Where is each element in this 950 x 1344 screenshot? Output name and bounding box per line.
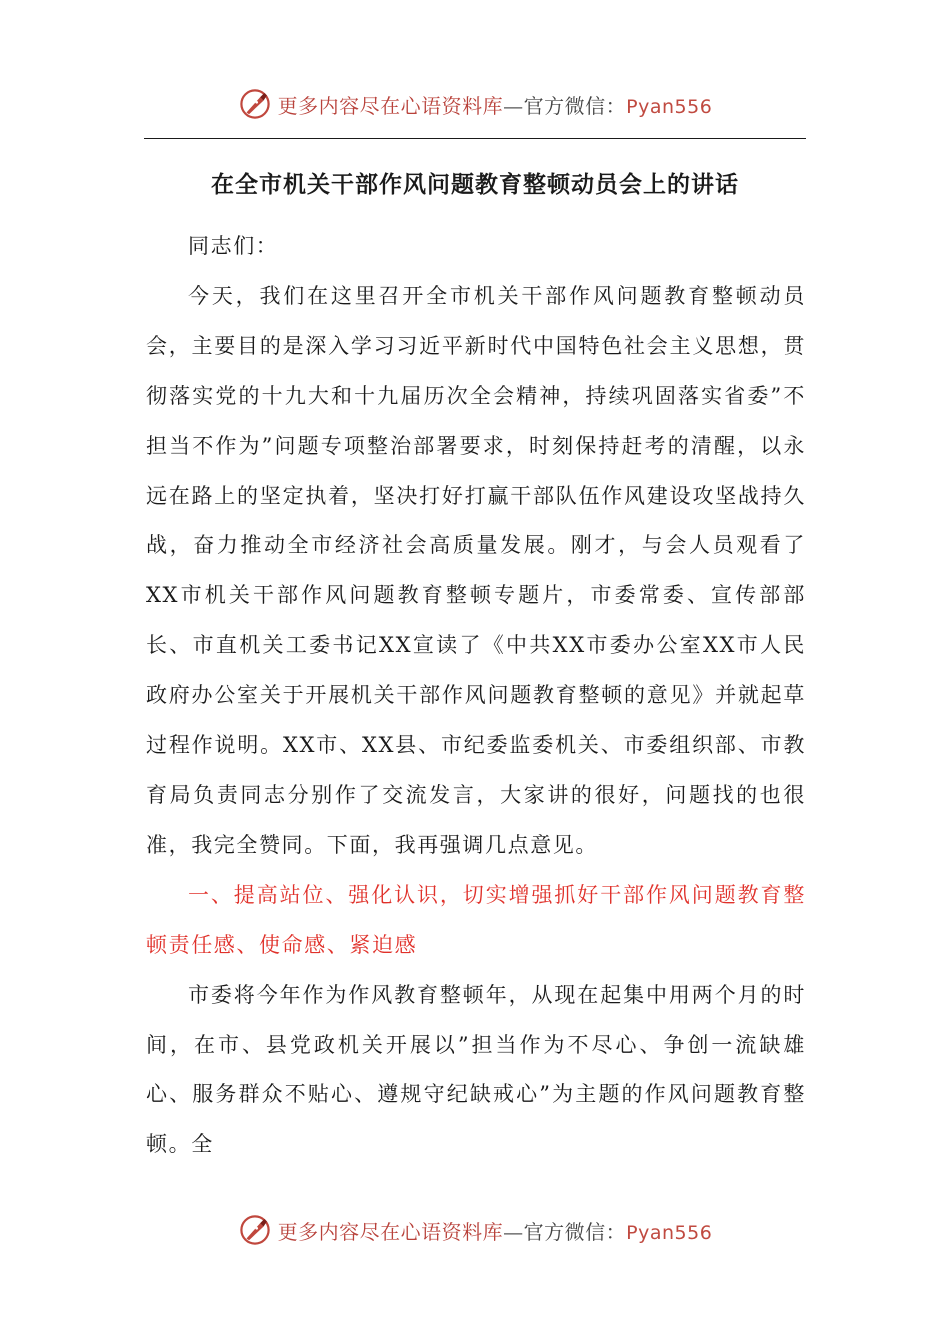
banner-slogan: 更多内容尽在心语资料库 [277,93,504,118]
pen-nib-logo-icon [238,1213,272,1247]
banner-label: 官方微信： [523,1219,627,1244]
pen-nib-logo-icon [238,87,272,121]
banner-wechat-id: Pyan556 [626,1221,713,1244]
banner-text [278,90,713,119]
banner-dash: — [503,1219,524,1244]
banner-dash: — [503,93,524,118]
paragraph-1: 今天，我们在这里召开全市机关干部作风问题教育整顿动员会，主要目的是深入学习习近平新时代中国特色社会主义思想，贯彻落实党的十九大和十九届历次全会精神，持续巩固落实省委”不担当不作为”问题专项整治部署要求，时刻保持赶考的清醒，以永远在路上的坚定执着，坚决打好打赢干部队伍作风建设攻坚战持久战，奋力推动全市经济社会高质量发展。刚才，与会人员观看了XX市机关干部作风问题教育整顿专题片，市委常委、宣传部部长、市直机关工委书记XX宣读了《中共XX市委办公室XX市人民政府办公室关于开展机关干部作风问题教育整顿的意见》并就起草过程作说明。XX市、XX县、市纪委监委机关、市委组织部、市教育局负责同志分别作了交流发言，大家讲的很好，问题找的也很准，我完全赞同。下面，我再强调几点意见。 [146,283,806,857]
header-banner [0,84,950,124]
footer-banner [0,1210,950,1250]
header-rule [144,138,806,139]
document-title: 在全市机关干部作风问题教育整顿动员会上的讲话 [211,171,739,198]
document-body [146,222,806,1170]
banner-label: 官方微信： [523,93,627,118]
banner-text [278,1216,713,1245]
paragraph-2: 市委将今年作为作风教育整顿年，从现在起集中用两个月的时间，在市、县党政机关开展以”担当作为不尽心、争创一流缺雄心、服务群众不贴心、遵规守纪缺戒心”为主题的作风问题教育整顿。全 [146,982,806,1157]
banner-slogan: 更多内容尽在心语资料库 [277,1219,504,1244]
salutation: 同志们： [188,234,279,258]
section-heading-1: 一、提高站位、强化认识，切实增强抓好干部作风问题教育整顿责任感、使命感、紧迫感 [146,882,806,957]
banner-wechat-id: Pyan556 [626,95,713,118]
